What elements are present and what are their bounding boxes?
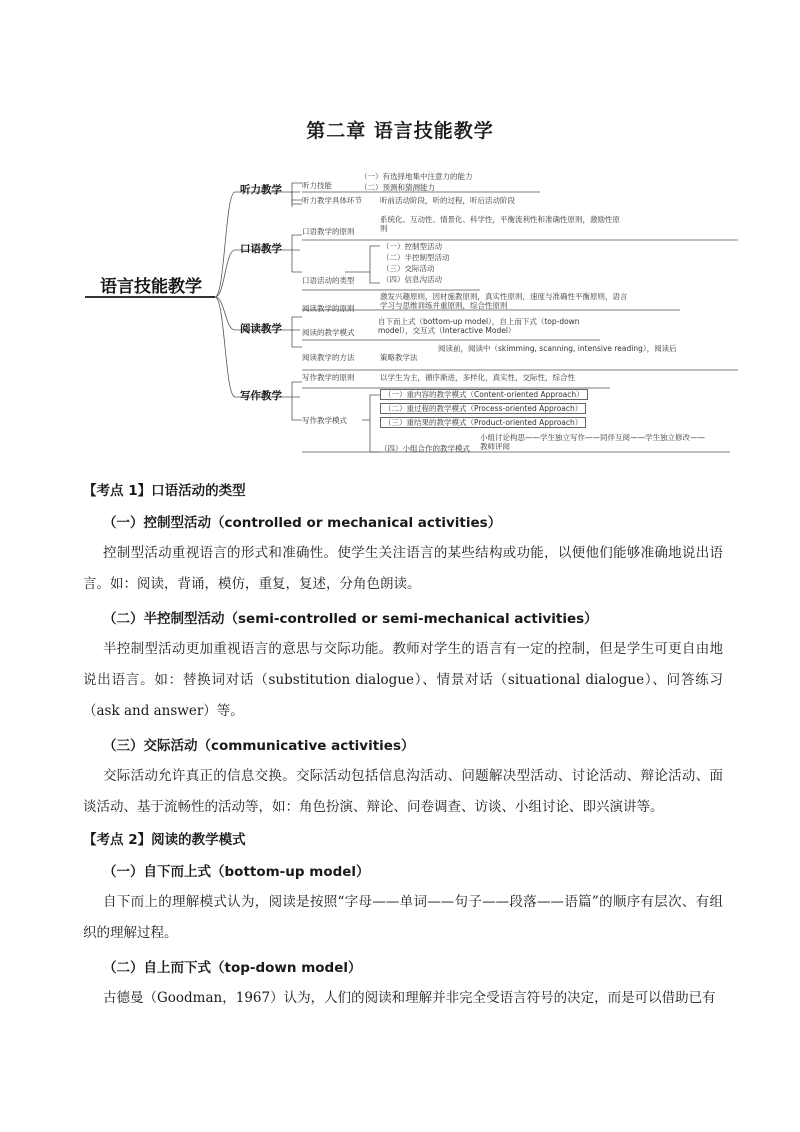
reading-method-stages: 阅读前，阅读中（skimming, scanning, intensive reading），阅读后 — [438, 344, 677, 353]
kp1-section-3-paragraph: 交际活动允许真正的信息交换。交际活动包括信息沟活动、问题解决型活动、讨论活动、辩论活动、面谈活动、基于流畅性的活动等，如：角色扮演、辩论、问卷调查、访谈、小组讨论、即兴演讲等。 — [83, 768, 723, 815]
kp2-section-1-paragraph: 自下而上的理解模式认为，阅读是按照“字母——单词——句子——段落——语篇”的顺序有层次、有组织的理解过程。 — [83, 894, 723, 941]
key-point-2-title: 【考点 2】阅读的教学模式 — [83, 832, 246, 848]
reading-principles-detail: 激发兴趣原则，因材施教原则，真实性原则，速度与准确性平衡原则，语言学习与思维训练并重原则，综合性原则 — [380, 292, 628, 310]
kp1-section-2-paragraph: 半控制型活动更加重视语言的意思与交际功能。教师对学生的语言有一定的控制，但是学生可更自由地说出语言。如：替换词对话（substitution dialogue）、情景对话（situational dialogue）、问答练习（ask and answer）等。 — [83, 641, 723, 719]
writing-model-1: （一）重内容的教学模式（Content-oriented Approach） — [380, 389, 588, 400]
writing-model-4-steps: 小组讨论构思——学生独立写作——同伴互阅——学生独立修改——教师评阅 — [480, 433, 705, 451]
branch-reading: 阅读教学 — [240, 323, 282, 335]
writing-model-2: （二）重过程的教学模式（Process-oriented Approach） — [380, 403, 586, 414]
kp2-section-1-heading: （一）自下而上式（bottom-up model） — [103, 864, 370, 880]
listening-skill-1: （一）有选择地集中注意力的能力 — [360, 172, 473, 181]
listening-skill-2: （二）预测和猜测能力 — [360, 183, 435, 192]
writing-principles-detail: 以学生为主，循序渐进，多样化，真实性，交际性，综合性 — [380, 373, 575, 382]
key-point-1-title: 【考点 1】口语活动的类型 — [83, 483, 246, 499]
writing-principles-label: 写作教学的原则 — [302, 373, 355, 382]
speaking-activity-1: （一）控制型活动 — [382, 242, 442, 251]
writing-model-3: （三）重结果的教学模式（Product-oriented Approach） — [380, 417, 586, 428]
listening-skills-label: 听力技能 — [302, 181, 332, 190]
kp1-section-1-heading: （一）控制型活动（controlled or mechanical activities） — [103, 515, 502, 531]
speaking-principles-detail: 系统化、互动性、情景化、科学性，平衡流利性和准确性原则，激励性原则 — [380, 215, 620, 233]
listening-steps-detail: 听前活动阶段，听的过程，听后活动阶段 — [380, 196, 515, 205]
writing-model-4: （四）小组合作的教学模式 — [380, 444, 470, 453]
reading-models-detail: 自下而上式（bottom-up model），自上而下式（top-down model），交互式（Interactive Model） — [378, 317, 580, 335]
kp2-section-2-paragraph: 古德曼（Goodman，1967）认为，人们的阅读和理解并非完全受语言符号的决定，而是可以借助已有 — [103, 990, 716, 1006]
reading-method-strategy: 策略教学法 — [380, 353, 418, 362]
reading-principles-label: 阅读教学的原则 — [302, 304, 355, 313]
listening-steps-label: 听力教学具体环节 — [302, 196, 362, 205]
kp1-section-3-heading: （三）交际活动（communicative activities） — [103, 738, 415, 754]
speaking-activity-3: （三）交际活动 — [382, 264, 435, 273]
branch-speaking: 口语教学 — [240, 243, 282, 255]
branch-writing: 写作教学 — [240, 390, 282, 402]
mind-map-root: 语言技能教学 — [100, 277, 202, 297]
speaking-activity-types-label: 口语活动的类型 — [302, 276, 355, 285]
reading-models-label: 阅读的教学模式 — [302, 328, 355, 337]
reading-methods-label: 阅读教学的方法 — [302, 353, 355, 362]
speaking-activity-2: （二）半控制型活动 — [382, 253, 450, 262]
kp1-section-1-paragraph: 控制型活动重视语言的形式和准确性。使学生关注语言的某些结构或功能，以便他们能够准确地说出语言。如：阅读，背诵，模仿，重复，复述，分角色朗读。 — [83, 545, 723, 592]
speaking-principles-label: 口语教学的原则 — [302, 227, 355, 236]
page-title: 第二章 语言技能教学 — [306, 120, 494, 142]
mind-map — [80, 152, 740, 462]
speaking-activity-4: （四）信息沟活动 — [382, 275, 442, 284]
kp2-section-2-heading: （二）自上而下式（top-down model） — [103, 960, 362, 976]
main-content — [83, 478, 723, 1016]
branch-listening: 听力教学 — [240, 184, 282, 196]
kp1-section-2-heading: （二）半控制型活动（semi-controlled or semi-mechanical activities） — [103, 611, 598, 627]
writing-models-label: 写作教学模式 — [302, 416, 347, 425]
